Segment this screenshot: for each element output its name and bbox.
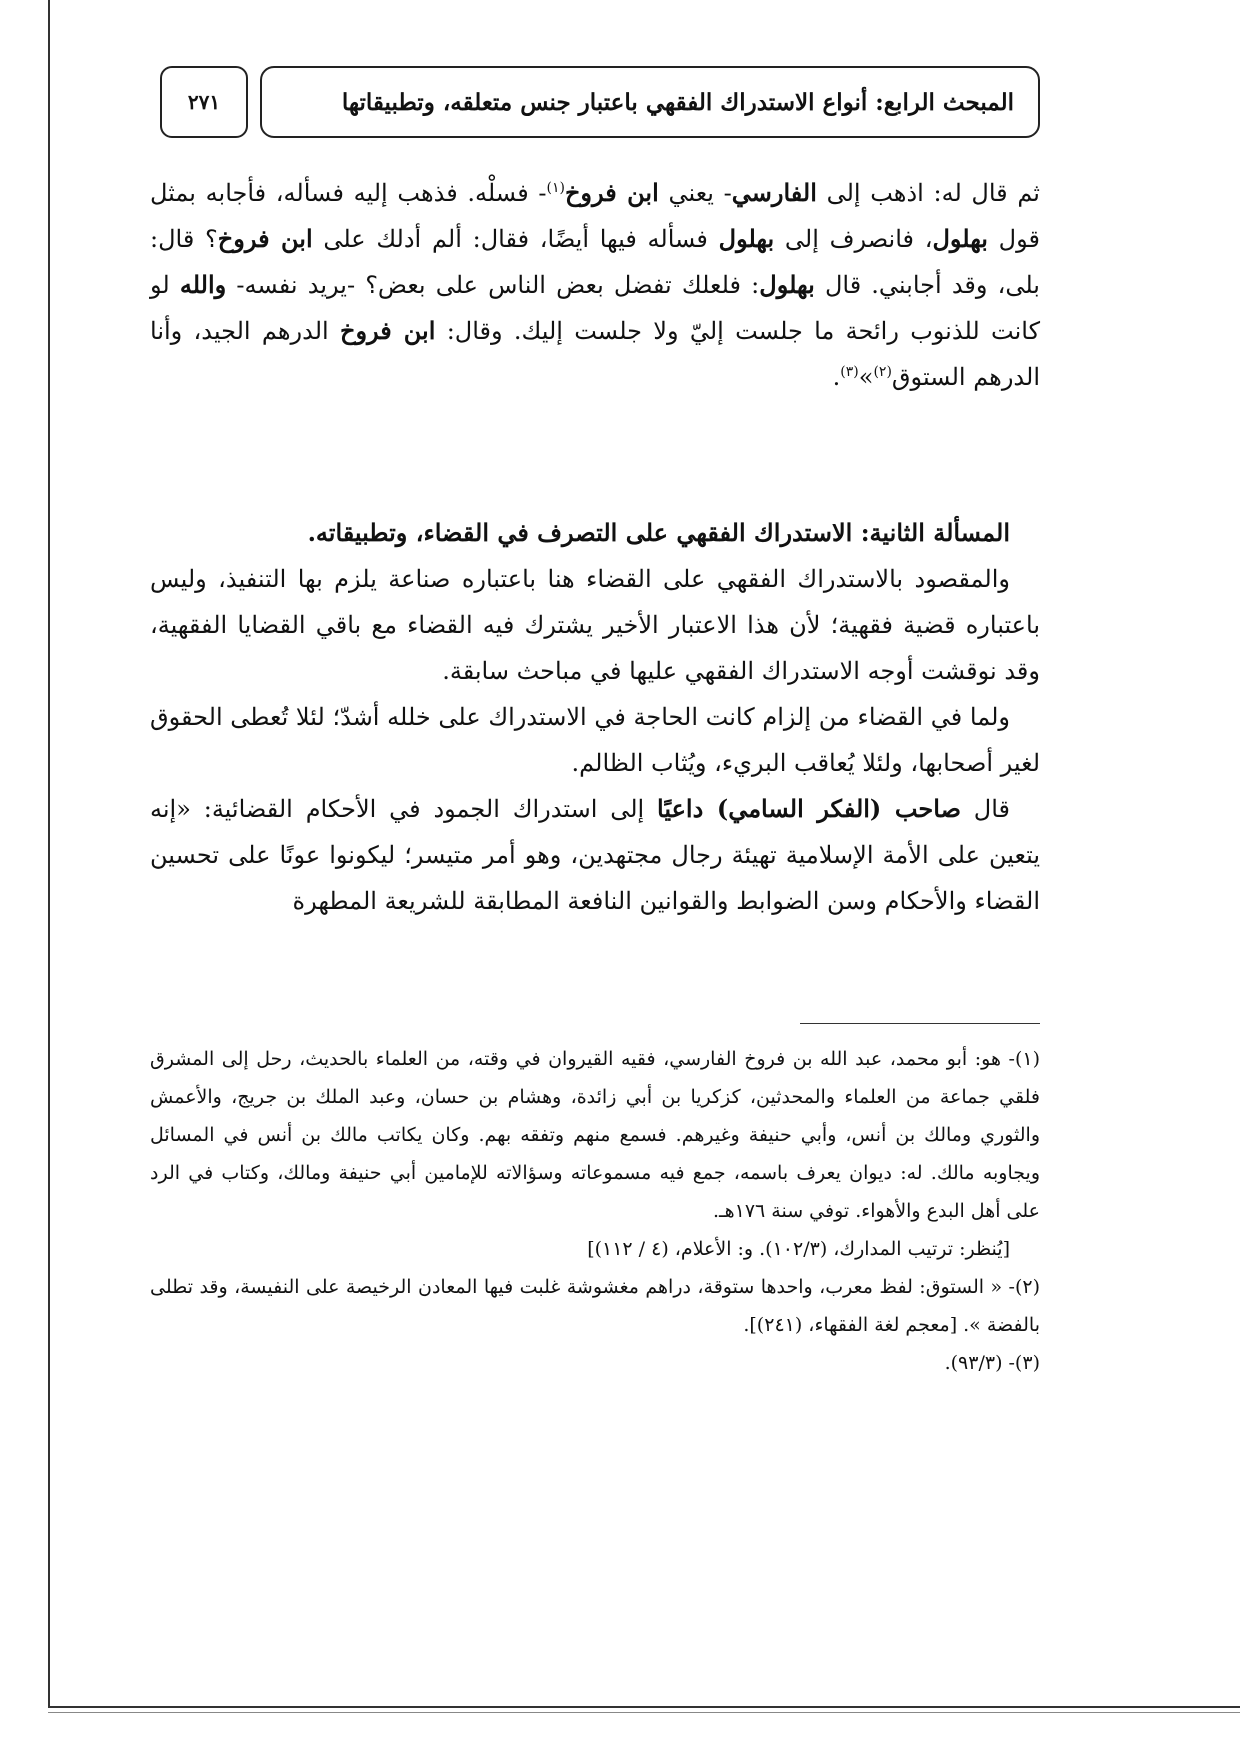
footnote-ref-3[interactable]: (٣) — [840, 364, 859, 380]
bold-name: ابن فروخ — [217, 224, 313, 253]
bold-name: بهلول — [932, 224, 988, 253]
footnotes — [150, 1040, 1040, 1382]
page-frame-bottom — [48, 1706, 1240, 1708]
footnote-ref-2[interactable]: (٢) — [873, 364, 892, 380]
header-title: المبحث الرابع: أنواع الاستدراك الفقهي باعتبار جنس متعلقه، وتطبيقاتها — [341, 88, 1014, 116]
footnote-1-reference: [يُنظر: ترتيب المدارك، (١٠٢/٣). و: الأعلام، (٤ / ١١٢)] — [587, 1238, 1010, 1260]
running-header — [260, 66, 1040, 138]
text-run: ، فانصرف إلى — [774, 225, 933, 253]
text-run: لو كانت للذنوب رائحة ما جلست إليّ ولا جلست إليك. وقال: — [150, 271, 1040, 345]
section-paragraph-3 — [150, 786, 1040, 924]
page-frame-bottom-shadow — [48, 1712, 1240, 1713]
text-run: ثم قال له: اذهب إلى — [816, 179, 1040, 207]
text-run: قال — [960, 795, 1011, 823]
text-run: . — [832, 363, 841, 391]
text-run: ؟ قال: بلى، وقد أجابني. قال — [150, 225, 1040, 299]
section-heading: المسألة الثانية: الاستدراك الفقهي على التصرف في القضاء، وتطبيقاته. — [307, 518, 1010, 547]
footnote-2: (٢)- « الستوق: لفظ معرب، واحدها ستوقة، دراهم مغشوشة غلبت فيها المعادن الرخيصة على النفيسة، وقد تطلى بالفضة ». [معجم لغة الفقهاء، (٢٤١)]. — [150, 1276, 1040, 1336]
bold-name: ابن فروخ — [339, 316, 436, 345]
text-run: الدرهم الجيد، وأنا الدرهم الستوق — [150, 317, 1040, 391]
quote-paragraph — [150, 170, 1040, 400]
footnote-3: (٣)- (٩٣/٣). — [944, 1352, 1040, 1374]
bold-name: الفارسي — [731, 178, 817, 207]
bold-source: صاحب (الفكر السامي) داعيًا — [657, 794, 961, 823]
footnote-1: (١)- هو: أبو محمد، عبد الله بن فروخ الفارسي، فقيه القيروان في وقته، من العلماء بالحديث، رحل إلى المشرق فلقي جماعة من العلماء والمحدثين، كزكريا بن أبي زائدة، وهشام بن حسان، وعبد الملك بن جريج، والأعمش والثوري ومالك بن أنس، وأبي حنيفة وغيرهم. فسمع منهم وتفقه بهم. وكان يكاتب مالك بن أنس في المسائل ويجاوبه مالك. له: ديوان يعرف باسمه، جمع فيه مسموعاته وسؤالاته للإمامين أبي حنيفة ومالك، وكتاب في الرد على أهل البدع والأهواء. توفي سنة ١٧٦هـ. — [150, 1048, 1040, 1222]
text-run: فسأله فيها أيضًا، فقال: ألم أدلك على — [312, 225, 719, 253]
bold-name: بهلول — [718, 224, 775, 253]
page-frame-left — [48, 0, 50, 1708]
footnote-ref-1[interactable]: (١) — [546, 180, 565, 196]
bold-name: بهلول — [759, 270, 815, 299]
text-run: - فسلْه. فذهب إليه فسأله، فأجابه بمثل قول — [150, 179, 1040, 253]
page-number-box — [160, 66, 248, 138]
page-number: ٢٧١ — [187, 90, 221, 114]
footnote-separator — [800, 1023, 1040, 1024]
section-paragraph-1: والمقصود بالاستدراك الفقهي على القضاء هنا باعتباره صناعة يلزم بها التنفيذ، وليس باعتباره قضية فقهية؛ لأن هذا الاعتبار الأخير يشترك فيه القضاء مع باقي القضايا الفقهية، وقد نوقشت أوجه الاستدراك الفقهي عليها في مباحث سابقة. — [150, 565, 1040, 685]
text-run: : فلعلك تفضل بعض الناس على بعض؟ -يريد نفسه- — [226, 271, 760, 299]
text-run: - يعني — [658, 179, 732, 207]
bold-name: ابن فروخ — [564, 178, 659, 207]
bold-word: والله — [179, 270, 227, 299]
text-run: إلى استدراك الجمود في الأحكام القضائية: «إنه يتعين على الأمة الإسلامية تهيئة رجال مجتهدين، وهو أمر متيسر؛ ليكونوا عونًا على تحسين القضاء والأحكام وسن الضوابط والقوانين النافعة المطابقة للشريعة المطهرة — [150, 795, 1040, 915]
section-body — [150, 510, 1040, 924]
text-run: » — [858, 363, 874, 391]
section-paragraph-2: ولما في القضاء من إلزام كانت الحاجة في الاستدراك على خلله أشدّ؛ لئلا تُعطى الحقوق لغير أصحابها، ولئلا يُعاقب البريء، ويُثاب الظالم. — [150, 703, 1040, 777]
